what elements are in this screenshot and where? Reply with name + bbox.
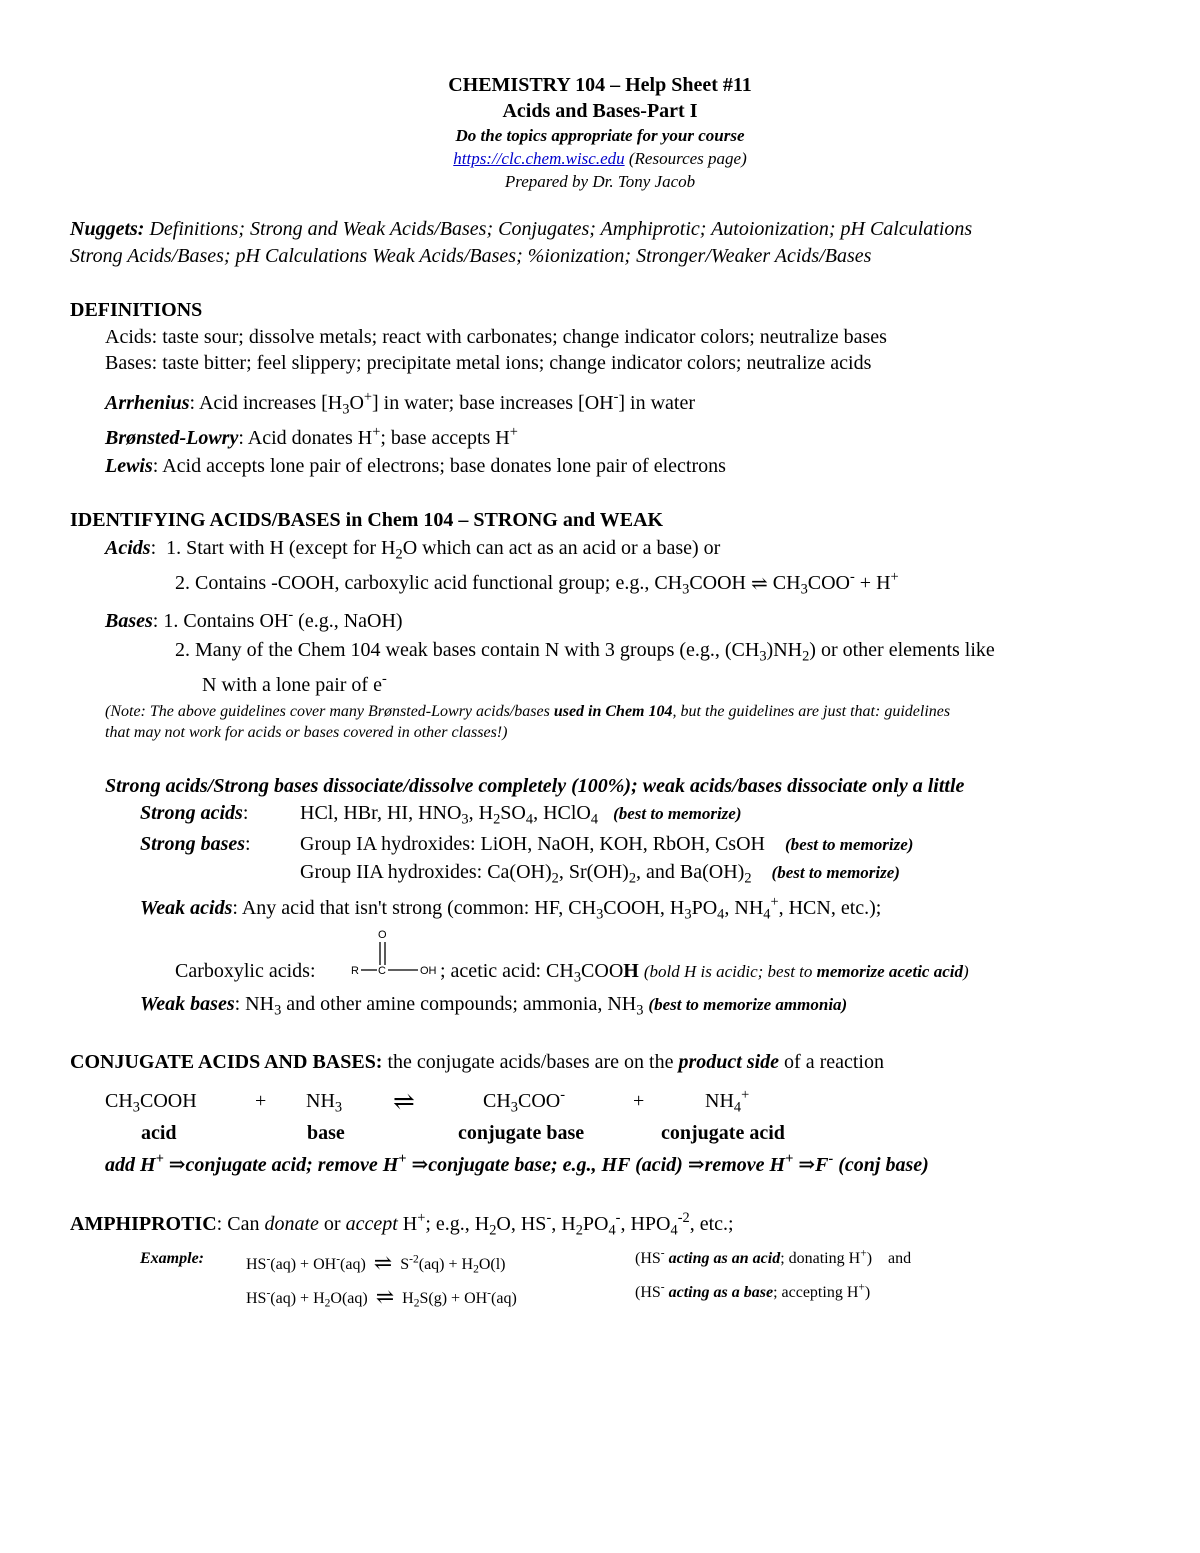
weak-bases-line: Weak bases: $NH_3$ and other amine compounds; ammonia, $NH_3$ (best to memorize ammonia) <box>140 993 848 1019</box>
definition-bases: Bases: taste bitter; feel slippery; precipitate metal ions; change indicator colors; neutralize acids <box>105 352 872 374</box>
author-line: Prepared by Dr. Tony Jacob <box>504 172 696 191</box>
definition-bronsted: Brønsted-Lowry: Acid donates H+; base accepts H+ <box>105 424 518 449</box>
conjugate-plus-2: + <box>633 1090 645 1112</box>
resources-link[interactable]: https://clc.chem.wisc.edu <box>453 149 625 168</box>
identifying-heading: IDENTIFYING ACIDS/BASES in Chem 104 – STRONG and WEAK <box>70 509 664 531</box>
carboxyl-carbon: C <box>378 965 386 977</box>
conjugate-reactant-base: $NH_3$ <box>306 1090 343 1116</box>
carboxyl-oxygen: O <box>378 929 387 941</box>
acetic-acid-line: ; acetic acid: $CH_3COOH$ (bold H is acidic; best to memorize acetic acid) <box>440 960 969 986</box>
label-acid: acid <box>141 1122 177 1144</box>
equilibrium-arrow-icon: ⇌ <box>393 1087 415 1116</box>
identifying-acids-2: 2. Contains -COOH, carboxylic acid functional group; e.g., $CH_3COOH$ ⇌ $CH_3COO^- + H^+$ <box>175 569 899 598</box>
conjugate-rule-line: add H+ ⇒conjugate acid; remove H+ ⇒conjugate base; e.g., HF (acid) ⇒remove H+ ⇒F- (conj base) <box>105 1151 929 1176</box>
strong-bases-group2: Group IIA hydroxides: $Ca(OH)_2$, $Sr(OH)_2$, and $Ba(OH)_2$ (best to memorize) <box>300 861 900 887</box>
carboxyl-group-structure-icon <box>348 926 448 982</box>
nuggets-line-1: Nuggets: Definitions; Strong and Weak Acids/Bases; Conjugates; Amphiprotic; Autoionization; pH Calculations <box>70 218 973 240</box>
strong-bases-group1: Group IA hydroxides: LiOH, NaOH, KOH, RbOH, CsOH (best to memorize) <box>300 833 914 855</box>
nuggets-label: Nuggets: <box>70 218 145 240</box>
definition-acids: Acids: taste sour; dissolve metals; react with carbonates; change indicator colors; neutralize bases <box>105 326 887 348</box>
nuggets-line-2: Strong Acids/Bases; pH Calculations Weak Acids/Bases; %ionization; Stronger/Weaker Acids/Bases <box>70 245 872 267</box>
strong-bases-line: Strong bases: <box>140 833 251 855</box>
course-instruction: Do the topics appropriate for your course <box>455 126 745 145</box>
identifying-acids-1: Acids: 1. Start with H (except for $H_2O$ which can act as an acid or a base) or <box>105 537 721 563</box>
conjugate-reactant-acid: $CH_3COOH$ <box>105 1090 197 1116</box>
conjugate-heading-line: CONJUGATE ACIDS AND BASES: the conjugate acids/bases are on the product side of a reaction <box>70 1051 884 1073</box>
identifying-note-2: that may not work for acids or bases covered in other classes!) <box>105 724 508 741</box>
resources-line <box>0 149 1200 169</box>
strong-acids-line: Strong acids: <box>140 802 249 824</box>
definitions-heading: DEFINITIONS <box>70 299 203 321</box>
equilibrium-arrow-icon: ⇌ <box>751 573 768 595</box>
carboxyl-hydroxyl: OH <box>420 965 437 977</box>
definition-lewis: Lewis: Acid accepts lone pair of electrons; base donates lone pair of electrons <box>105 455 726 477</box>
weak-acids-line: Weak acids: Any acid that isn't strong (common: HF, $CH_3COOH$, $H_3PO_4$, $NH_4^+$, HCN, etc.); <box>140 894 882 923</box>
identifying-bases-2: 2. Many of the Chem 104 weak bases contain N with 3 groups (e.g., $(CH_3)NH_2$) or other elements like <box>175 639 995 665</box>
amphiprotic-note-2: (HS- acting as a base; accepting H+) <box>635 1281 871 1301</box>
carboxylic-acids-line: Carboxylic acids: <box>175 960 316 982</box>
amphiprotic-reaction-1: HS-(aq) + OH-(aq) ⇌ $S^{-2}(aq) + H_2O(l)$ <box>246 1250 506 1276</box>
definition-arrhenius: Arrhenius: Acid increases $[H_3O^+]$ in water; base increases [OH-] in water <box>105 389 696 418</box>
amphiprotic-line: AMPHIPROTIC: Can donate or accept H+; e.g., $H_2O$, HS-, $H_2PO_4^-$, $HPO_4^{-2}$, etc.; <box>70 1210 734 1239</box>
conjugate-product-base: $CH_3COO^-$ <box>483 1087 566 1116</box>
sheet-subtitle: Acids and Bases-Part I <box>502 100 698 122</box>
conjugate-plus-1: + <box>255 1090 267 1112</box>
identifying-bases-1: Bases: 1. Contains OH- (e.g., NaOH) <box>105 607 403 632</box>
strong-acids-list: HCl, HBr, HI, $HNO_3$, $H_2SO_4$, HClO$_4$ (best to memorize) <box>300 802 742 828</box>
identifying-bases-3: N with a lone pair of e- <box>202 671 387 696</box>
resources-note: (Resources page) <box>624 149 747 168</box>
label-conjugate-acid: conjugate acid <box>661 1122 785 1144</box>
strong-weak-heading: Strong acids/Strong bases dissociate/dissolve completely (100%); weak acids/bases dissociate only a little <box>105 775 965 797</box>
example-label: Example: <box>140 1250 204 1267</box>
carboxyl-r-group: R <box>351 965 359 977</box>
amphiprotic-reaction-2: $HS^-(aq) + H_2O(aq)$ ⇌ $H_2S(g) + OH^-(aq)$ <box>246 1284 517 1310</box>
sheet-title: CHEMISTRY 104 – Help Sheet #11 <box>448 74 752 96</box>
label-conjugate-base: conjugate base <box>458 1122 585 1144</box>
conjugate-product-acid: $NH_4^+$ <box>705 1087 750 1116</box>
label-base: base <box>307 1122 345 1144</box>
amphiprotic-note-1: (HS- acting as an acid; donating H+) and <box>635 1247 912 1267</box>
identifying-note-1: (Note: The above guidelines cover many Brønsted-Lowry acids/bases used in Chem 104, but the guidelines are just that: guidelines <box>105 703 951 720</box>
